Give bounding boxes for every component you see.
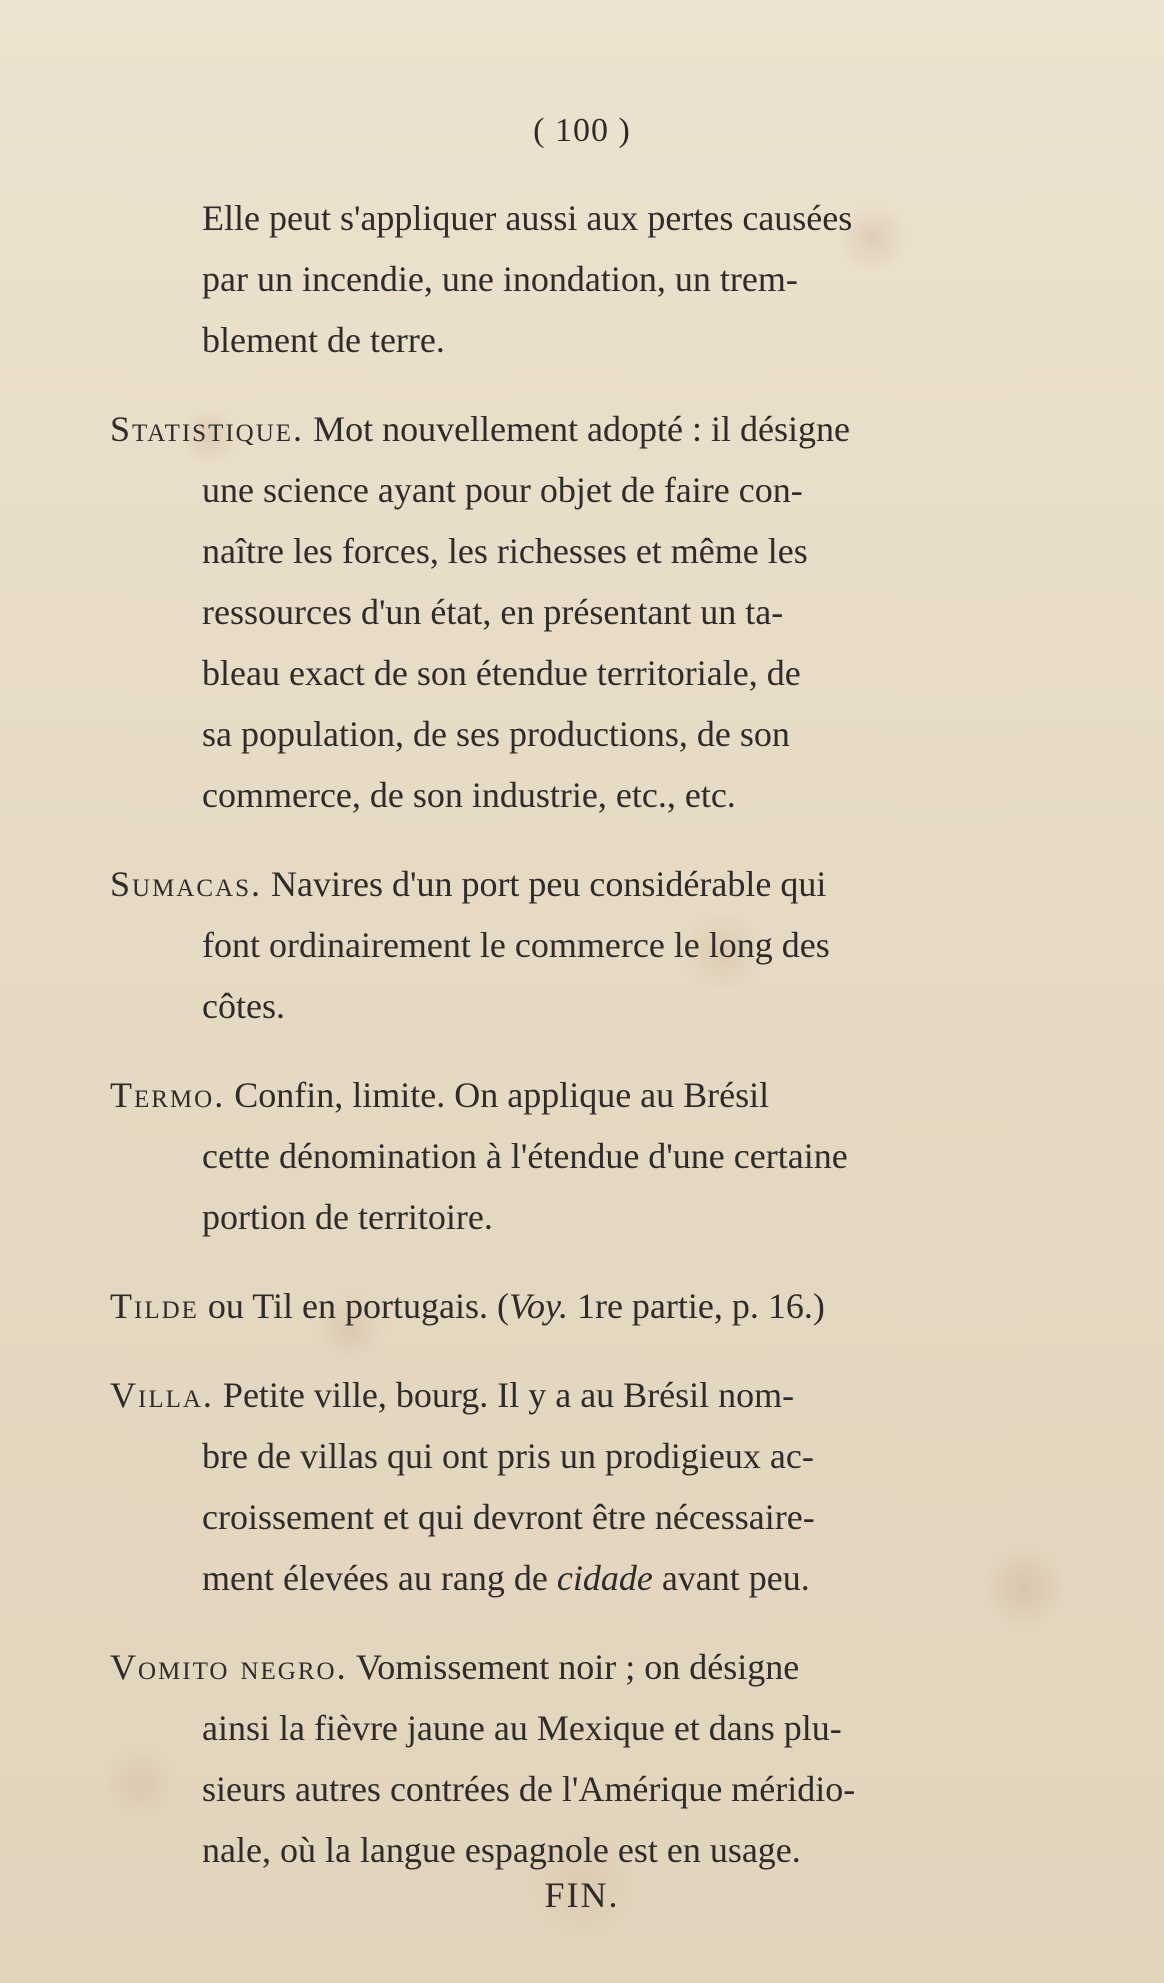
- glossary-entries: [110, 188, 1060, 1909]
- entry-tilde: [110, 1276, 1060, 1337]
- text-line: sa population, de ses productions, de son: [202, 714, 790, 754]
- entry-text-italic: Voy.: [508, 1286, 568, 1326]
- text-line: blement de terre.: [202, 320, 445, 360]
- text-line: cette dénomination à l'étendue d'une certaine: [202, 1136, 848, 1176]
- entry-first-line: [110, 1065, 1060, 1126]
- entry-first-line: [110, 1637, 1060, 1698]
- entry-first-line: [110, 1276, 1060, 1337]
- entry-text: Mot nouvellement adopté : il désigne: [304, 409, 850, 449]
- entry-villa: [110, 1365, 1060, 1609]
- text-line: bre de villas qui ont pris un prodigieux ac-: [202, 1436, 814, 1476]
- text-line: par un incendie, une inondation, un trem-: [202, 259, 798, 299]
- text-line: portion de territoire.: [202, 1197, 493, 1237]
- entry-text: Vomissement noir ; on désigne: [347, 1647, 800, 1687]
- text-line: ressources d'un état, en présentant un ta-: [202, 592, 784, 632]
- text-line: naître les forces, les richesses et même les: [202, 531, 808, 571]
- fin-text: FIN.: [544, 1875, 620, 1915]
- entry-first-line: [110, 1365, 1060, 1426]
- page-number: ( 100 ): [533, 112, 631, 149]
- entry-term: Termo.: [110, 1075, 226, 1115]
- text-line: bleau exact de son étendue territoriale, de: [202, 653, 801, 693]
- entry-sumacas: [110, 854, 1060, 1037]
- text-line: une science ayant pour objet de faire con-: [202, 470, 803, 510]
- text-line: sieurs autres contrées de l'Amérique méridio-: [202, 1769, 856, 1809]
- entry-text: ou Til en portugais. (: [198, 1286, 509, 1326]
- entry-termo: [110, 1065, 1060, 1248]
- entry-text: 1re partie, p. 16.): [567, 1286, 825, 1326]
- entry-continuation: [110, 188, 1060, 371]
- entry-term: Villa.: [110, 1375, 214, 1415]
- entry-first-line: [110, 399, 1060, 460]
- text-line: commerce, de son industrie, etc., etc.: [202, 775, 736, 815]
- text-line: nale, où la langue espagnole est en usage.: [202, 1830, 801, 1870]
- entry-term: Statistique.: [110, 409, 305, 449]
- entry-text-italic: cidade: [556, 1558, 653, 1598]
- entry-term: Tilde: [110, 1286, 199, 1326]
- text-line: croissement et qui devront être nécessaire-: [202, 1497, 815, 1537]
- entry-text: ment élevées au rang de: [202, 1558, 557, 1598]
- entry-text: Navires d'un port peu considérable qui: [262, 864, 827, 904]
- text-line: font ordinairement le commerce le long des: [202, 925, 830, 965]
- entry-first-line: [110, 854, 1060, 915]
- entry-text: Confin, limite. On applique au Brésil: [225, 1075, 770, 1115]
- text-line: ainsi la fièvre jaune au Mexique et dans plu-: [202, 1708, 842, 1748]
- text-line: Elle peut s'appliquer aussi aux pertes causées: [202, 198, 853, 238]
- text-line: [110, 1548, 1060, 1609]
- entry-vomito-negro: [110, 1637, 1060, 1881]
- entry-text: Petite ville, bourg. Il y a au Brésil nom-: [213, 1375, 795, 1415]
- entry-text: avant peu.: [652, 1558, 810, 1598]
- entry-term: Sumacas.: [110, 864, 262, 904]
- entry-statistique: [110, 399, 1060, 826]
- text-line: côtes.: [202, 986, 285, 1026]
- entry-term: Vomito negro.: [110, 1647, 348, 1687]
